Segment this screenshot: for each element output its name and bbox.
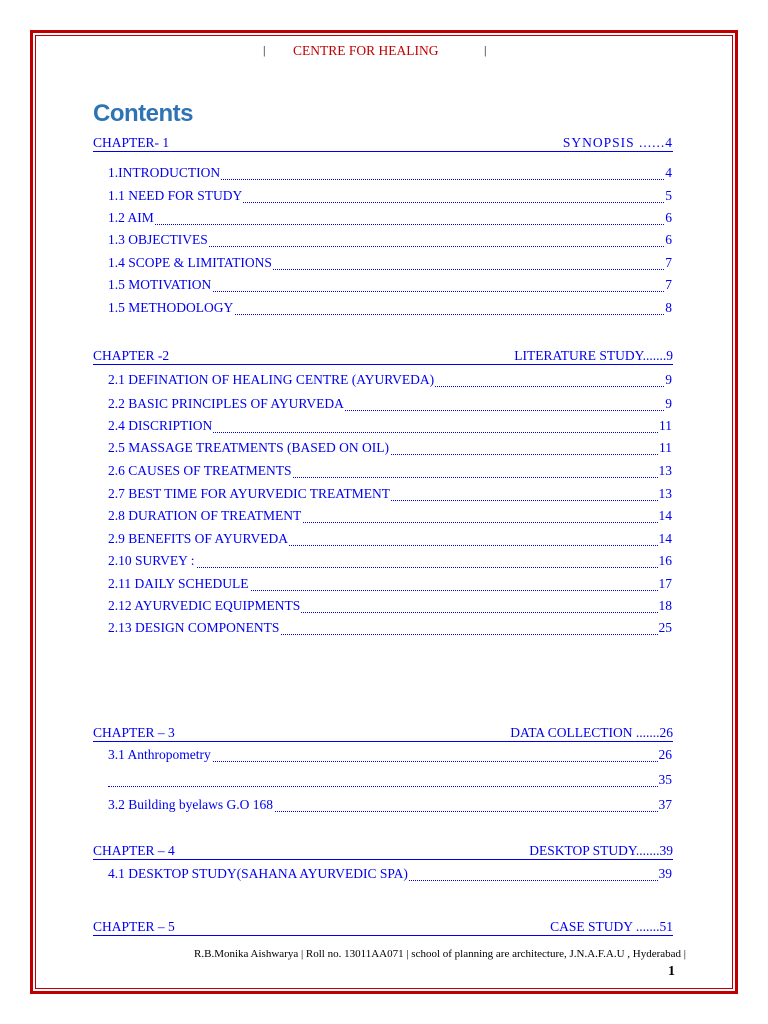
toc-entry-link[interactable] — [108, 866, 672, 884]
toc-entry-page: 7 — [665, 277, 672, 292]
toc-entry-link[interactable] — [108, 372, 672, 390]
toc-entry-page: 13 — [658, 463, 672, 478]
toc-entry-page: 9 — [665, 372, 672, 387]
chapter-1-label: CHAPTER- 1 — [93, 135, 170, 150]
toc-entry-page: 35 — [658, 772, 672, 787]
toc-entry-page: 7 — [665, 255, 672, 270]
toc-entry-label: 2.5 MASSAGE TREATMENTS (BASED ON OIL) — [108, 440, 390, 455]
toc-entry-page: 4 — [665, 165, 672, 180]
chapter-3-title: DATA COLLECTION .......26 — [510, 725, 673, 740]
toc-entry-link[interactable] — [108, 396, 672, 414]
toc-entry-label: 2.11 DAILY SCHEDULE — [108, 576, 249, 591]
toc-entry-link[interactable] — [108, 210, 672, 228]
toc-entry-page: 39 — [658, 866, 672, 881]
chapter-2-title: LITERATURE STUDY.......9 — [514, 348, 673, 363]
chapter-5-underline — [93, 935, 673, 936]
toc-entry-label: 2.13 DESIGN COMPONENTS — [108, 620, 280, 635]
chapter-3-link[interactable] — [93, 725, 673, 743]
toc-entry-label: 2.8 DURATION OF TREATMENT — [108, 508, 302, 523]
header-title: CENTRE FOR HEALING — [293, 43, 439, 58]
toc-entry-link[interactable] — [108, 463, 672, 481]
chapter-4-underline — [93, 859, 673, 860]
toc-entry-link[interactable] — [108, 255, 672, 273]
toc-entry-page: 6 — [665, 232, 672, 247]
toc-entry-page: 13 — [658, 486, 672, 501]
dot-leader — [108, 224, 672, 225]
chapter-2-link[interactable] — [93, 348, 673, 366]
toc-entry-page: 14 — [658, 531, 672, 546]
chapter-5-label: CHAPTER – 5 — [93, 919, 175, 934]
toc-entry-page: 11 — [659, 418, 672, 433]
toc-entry-label: 1.5 METHODOLOGY — [108, 300, 234, 315]
chapter-2-underline — [93, 364, 673, 365]
toc-entry-page: 18 — [658, 598, 672, 613]
toc-entry-link[interactable] — [108, 486, 672, 504]
chapter-2-label: CHAPTER -2 — [93, 348, 170, 363]
chapter-1-link[interactable] — [93, 135, 673, 153]
toc-entry-page: 8 — [665, 300, 672, 315]
toc-entry-label: 3.1 Anthropometry — [108, 747, 211, 762]
toc-entry-page: 37 — [658, 797, 672, 812]
toc-entry-link[interactable] — [108, 300, 672, 318]
toc-entry-label: 2.10 SURVEY : — [108, 553, 195, 568]
toc-entry-label: 2.6 CAUSES OF TREATMENTS — [108, 463, 292, 478]
toc-entry-link[interactable] — [108, 797, 672, 815]
toc-entry-link[interactable] — [108, 440, 672, 458]
footer-text: R.B.Monika Aishwarya | Roll no. 13011AA071 | school of planning are architecture, J.N.A.F.A.U , Hyderabad | — [194, 948, 686, 960]
chapter-4-label: CHAPTER – 4 — [93, 843, 175, 858]
toc-entry-link[interactable] — [108, 188, 672, 206]
page-number: 1 — [668, 964, 675, 979]
toc-entry-link[interactable] — [108, 553, 672, 571]
toc-entry-label: 1.4 SCOPE & LIMITATIONS — [108, 255, 272, 270]
toc-entry-label: 2.7 BEST TIME FOR AYURVEDIC TREATMENT — [108, 486, 390, 501]
toc-entry-label: 1.2 AIM — [108, 210, 154, 225]
toc-entry-page: 14 — [658, 508, 672, 523]
toc-entry-link[interactable] — [108, 232, 672, 250]
toc-entry-label: 4.1 DESKTOP STUDY(SAHANA AYURVEDIC SPA) — [108, 866, 408, 881]
toc-entry-link[interactable] — [108, 165, 672, 183]
toc-entry-label: 2.1 DEFINATION OF HEALING CENTRE (AYURVEDA) — [108, 372, 435, 387]
dot-leader — [108, 786, 672, 787]
toc-entry-link[interactable] — [108, 576, 672, 594]
chapter-5-title: CASE STUDY .......51 — [550, 919, 673, 934]
toc-entry-page: 17 — [658, 576, 672, 591]
page-header — [0, 43, 768, 59]
header-separator-right: | — [484, 43, 487, 57]
toc-entry-label: 1.1 NEED FOR STUDY — [108, 188, 243, 203]
toc-entry-link[interactable] — [108, 418, 672, 436]
chapter-4-title: DESKTOP STUDY.......39 — [529, 843, 673, 858]
toc-entry-label: 2.9 BENEFITS OF AYURVEDA — [108, 531, 288, 546]
toc-entry-page: 5 — [665, 188, 672, 203]
chapter-3-label: CHAPTER – 3 — [93, 725, 175, 740]
toc-entry-label: 2.4 DISCRIPTION — [108, 418, 213, 433]
toc-entry-page: 26 — [658, 747, 672, 762]
toc-entry-label: 1.INTRODUCTION — [108, 165, 221, 180]
toc-entry-page: 16 — [658, 553, 672, 568]
chapter-1-title: SYNOPSIS ......4 — [562, 135, 673, 150]
toc-entry-link[interactable] — [108, 531, 672, 549]
header-separator-left: | — [263, 43, 266, 57]
contents-heading: Contents — [93, 100, 193, 127]
toc-entry-link[interactable] — [108, 277, 672, 295]
toc-entry-label: 3.2 Building byelaws G.O 168 — [108, 797, 273, 812]
toc-entry-label: 2.12 AYURVEDIC EQUIPMENTS — [108, 598, 301, 613]
toc-entry-page: 6 — [665, 210, 672, 225]
toc-entry-page: 25 — [658, 620, 672, 635]
chapter-5-link[interactable] — [93, 919, 673, 937]
toc-entry-page: 11 — [659, 440, 672, 455]
toc-entry-link[interactable] — [108, 598, 672, 616]
toc-entry-link[interactable] — [108, 508, 672, 526]
toc-entry-link[interactable] — [108, 747, 672, 765]
toc-entry-label: 2.2 BASIC PRINCIPLES OF AYURVEDA — [108, 396, 344, 411]
toc-entry-page: 9 — [665, 396, 672, 411]
toc-entry-label: 1.3 OBJECTIVES — [108, 232, 208, 247]
chapter-3-underline — [93, 741, 673, 742]
toc-entry-link[interactable] — [108, 620, 672, 638]
toc-entry-link[interactable] — [108, 772, 672, 790]
chapter-1-underline — [93, 151, 673, 152]
chapter-4-link[interactable] — [93, 843, 673, 861]
toc-entry-label: 1.5 MOTIVATION — [108, 277, 212, 292]
